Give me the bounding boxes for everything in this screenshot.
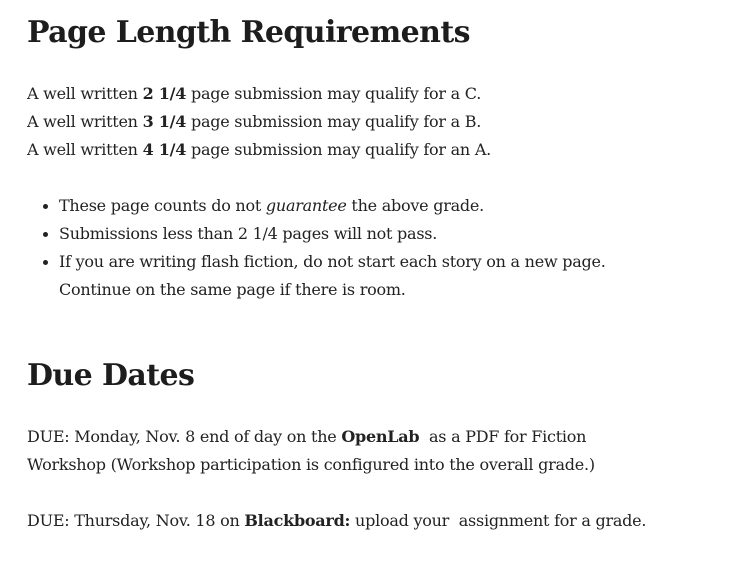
openlab-label: OpenLab xyxy=(341,427,420,446)
grade-a-line: A well written 4 1/4 page submission may qualify for an A. xyxy=(27,140,491,159)
page-length-heading: Page Length Requirements xyxy=(27,15,470,50)
list-item: If you are writing flash fiction, do not start each story on a new page. Continue on the same page if there is room. xyxy=(59,248,606,304)
grade-c-pages: 2 1/4 xyxy=(142,84,187,103)
grade-c-line: A well written 2 1/4 page submission may qualify for a C. xyxy=(27,84,482,103)
guarantee-emphasis: guarantee xyxy=(265,196,347,215)
blackboard-due-paragraph: DUE: Thursday, Nov. 18 on Blackboard: upload your assignment for a grade. xyxy=(27,511,647,530)
grade-requirements-paragraph xyxy=(27,80,491,164)
blackboard-label: Blackboard: xyxy=(244,511,351,530)
due-dates-heading: Due Dates xyxy=(27,358,195,393)
list-item: Submissions less than 2 1/4 pages will not pass. xyxy=(59,220,606,248)
list-item: These page counts do not guarantee the above grade. xyxy=(59,192,606,220)
grade-a-pages: 4 1/4 xyxy=(142,140,187,159)
page-count-notes-list xyxy=(27,192,606,304)
grade-b-pages: 3 1/4 xyxy=(142,112,187,131)
grade-b-line: A well written 3 1/4 page submission may qualify for a B. xyxy=(27,112,482,131)
openlab-due-paragraph: DUE: Monday, Nov. 8 end of day on the OpenLab as a PDF for Fiction Workshop (Workshop participation is configured into the overall grade.) xyxy=(27,427,595,474)
